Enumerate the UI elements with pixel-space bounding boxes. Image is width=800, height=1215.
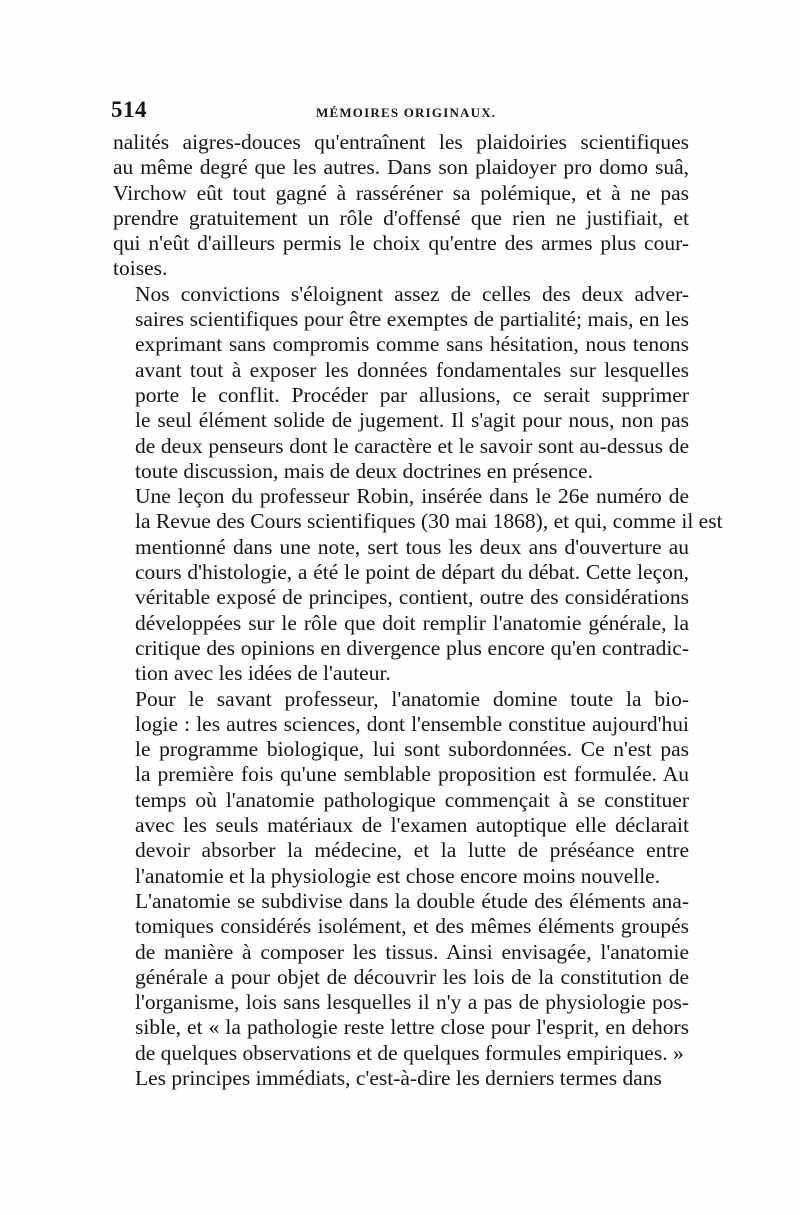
text-line: la première fois qu'une semblable proposition est formulée. Au xyxy=(135,762,689,787)
paragraph xyxy=(113,484,723,686)
text-line: saires scientifiques pour être exemptes de partialité; mais, en les xyxy=(135,307,689,332)
text-line: nalités aigres-douces qu'entraînent les plaidoiries scientifiques xyxy=(113,130,689,154)
text-line: sible, et « la pathologie reste lettre close pour l'esprit, en dehors xyxy=(135,1015,689,1040)
text-line: logie : les autres sciences, dont l'ensemble constitue aujourd'hui xyxy=(135,711,689,736)
text-line: temps où l'anatomie pathologique commençait à se constituer xyxy=(135,787,689,812)
paragraph xyxy=(113,1066,689,1091)
text-line: toute discussion, mais de deux doctrines en présence. xyxy=(135,458,593,483)
text-line: cours d'histologie, a été le point de départ du débat. Cette leçon, xyxy=(135,560,689,585)
text-line: L'anatomie se subdivise dans la double étude des éléments ana- xyxy=(135,888,689,913)
paragraph xyxy=(113,889,689,1066)
text-line: prendre gratuitement un rôle d'offensé que rien ne justifiait, et xyxy=(113,205,689,230)
text-line: tomiques considérés isolément, et des mêmes éléments groupés xyxy=(135,914,689,939)
text-line: qui n'eût d'ailleurs permis le choix qu'entre des armes plus cour- xyxy=(113,231,689,256)
text-line: devoir absorber la médecine, et la lutte de préséance entre xyxy=(135,838,689,863)
text-line: Une leçon du professeur Robin, insérée dans le 26e numéro de xyxy=(135,484,689,509)
paragraph xyxy=(113,687,689,889)
text-line: porte le conflit. Procéder par allusions, ce serait supprimer xyxy=(135,382,689,407)
text-line: le programme biologique, lui sont subordonnées. Ce n'est pas xyxy=(135,737,689,762)
text-line: Pour le savant professeur, l'anatomie domine toute la bio- xyxy=(135,686,689,711)
page-header xyxy=(108,97,698,127)
paragraph xyxy=(113,130,689,282)
text-line: de quelques observations et de quelques formules empiriques. » xyxy=(135,1040,684,1065)
body-text xyxy=(113,130,723,1091)
page-number: 514 xyxy=(111,97,147,122)
text-line: exprimant sans compromis comme sans hésitation, nous tenons xyxy=(135,332,689,357)
text-line: critique des opinions en divergence plus encore qu'en contradic- xyxy=(135,635,689,660)
text-line: avant tout à exposer les données fondamentales sur lesquelles xyxy=(135,357,689,382)
text-line: avec les seuls matériaux de l'examen autoptique elle déclarait xyxy=(135,813,689,838)
text-line: Les principes immédiats, c'est-à-dire les derniers termes dans xyxy=(135,1065,662,1090)
text-line: l'organisme, lois sans lesquelles il n'y a pas de physiologie pos- xyxy=(135,990,689,1015)
text-line: véritable exposé de principes, contient, outre des considérations xyxy=(135,585,689,610)
text-line: générale a pour objet de découvrir les lois de la constitution de xyxy=(135,964,689,989)
text-line: toises. xyxy=(113,256,168,281)
text-line: tion avec les idées de l'auteur. xyxy=(135,661,391,686)
text-line: Virchow eût tout gagné à rasséréner sa polémique, et à ne pas xyxy=(113,180,689,205)
running-title: MÉMOIRES ORIGINAUX. xyxy=(316,105,497,120)
paragraph xyxy=(113,282,689,484)
text-line: de deux penseurs dont le caractère et le savoir sont au-dessus de xyxy=(135,433,689,458)
text-line: développées sur le rôle que doit remplir l'anatomie générale, la xyxy=(135,610,689,635)
text-line: la Revue des Cours scientifiques (30 mai 1868), et qui, comme il est xyxy=(135,509,723,534)
text-line: Nos convictions s'éloignent assez de celles des deux adver- xyxy=(135,281,689,306)
text-line: l'anatomie et la physiologie est chose encore moins nouvelle. xyxy=(135,863,661,888)
text-line: de manière à composer les tissus. Ainsi envisagée, l'anatomie xyxy=(135,939,689,964)
text-line: au même degré que les autres. Dans son plaidoyer pro domo suâ, xyxy=(113,155,689,180)
text-line: mentionné dans une note, sert tous les deux ans d'ouverture au xyxy=(135,534,689,559)
text-line: le seul élément solide de jugement. Il s'agit pour nous, non pas xyxy=(135,408,689,433)
